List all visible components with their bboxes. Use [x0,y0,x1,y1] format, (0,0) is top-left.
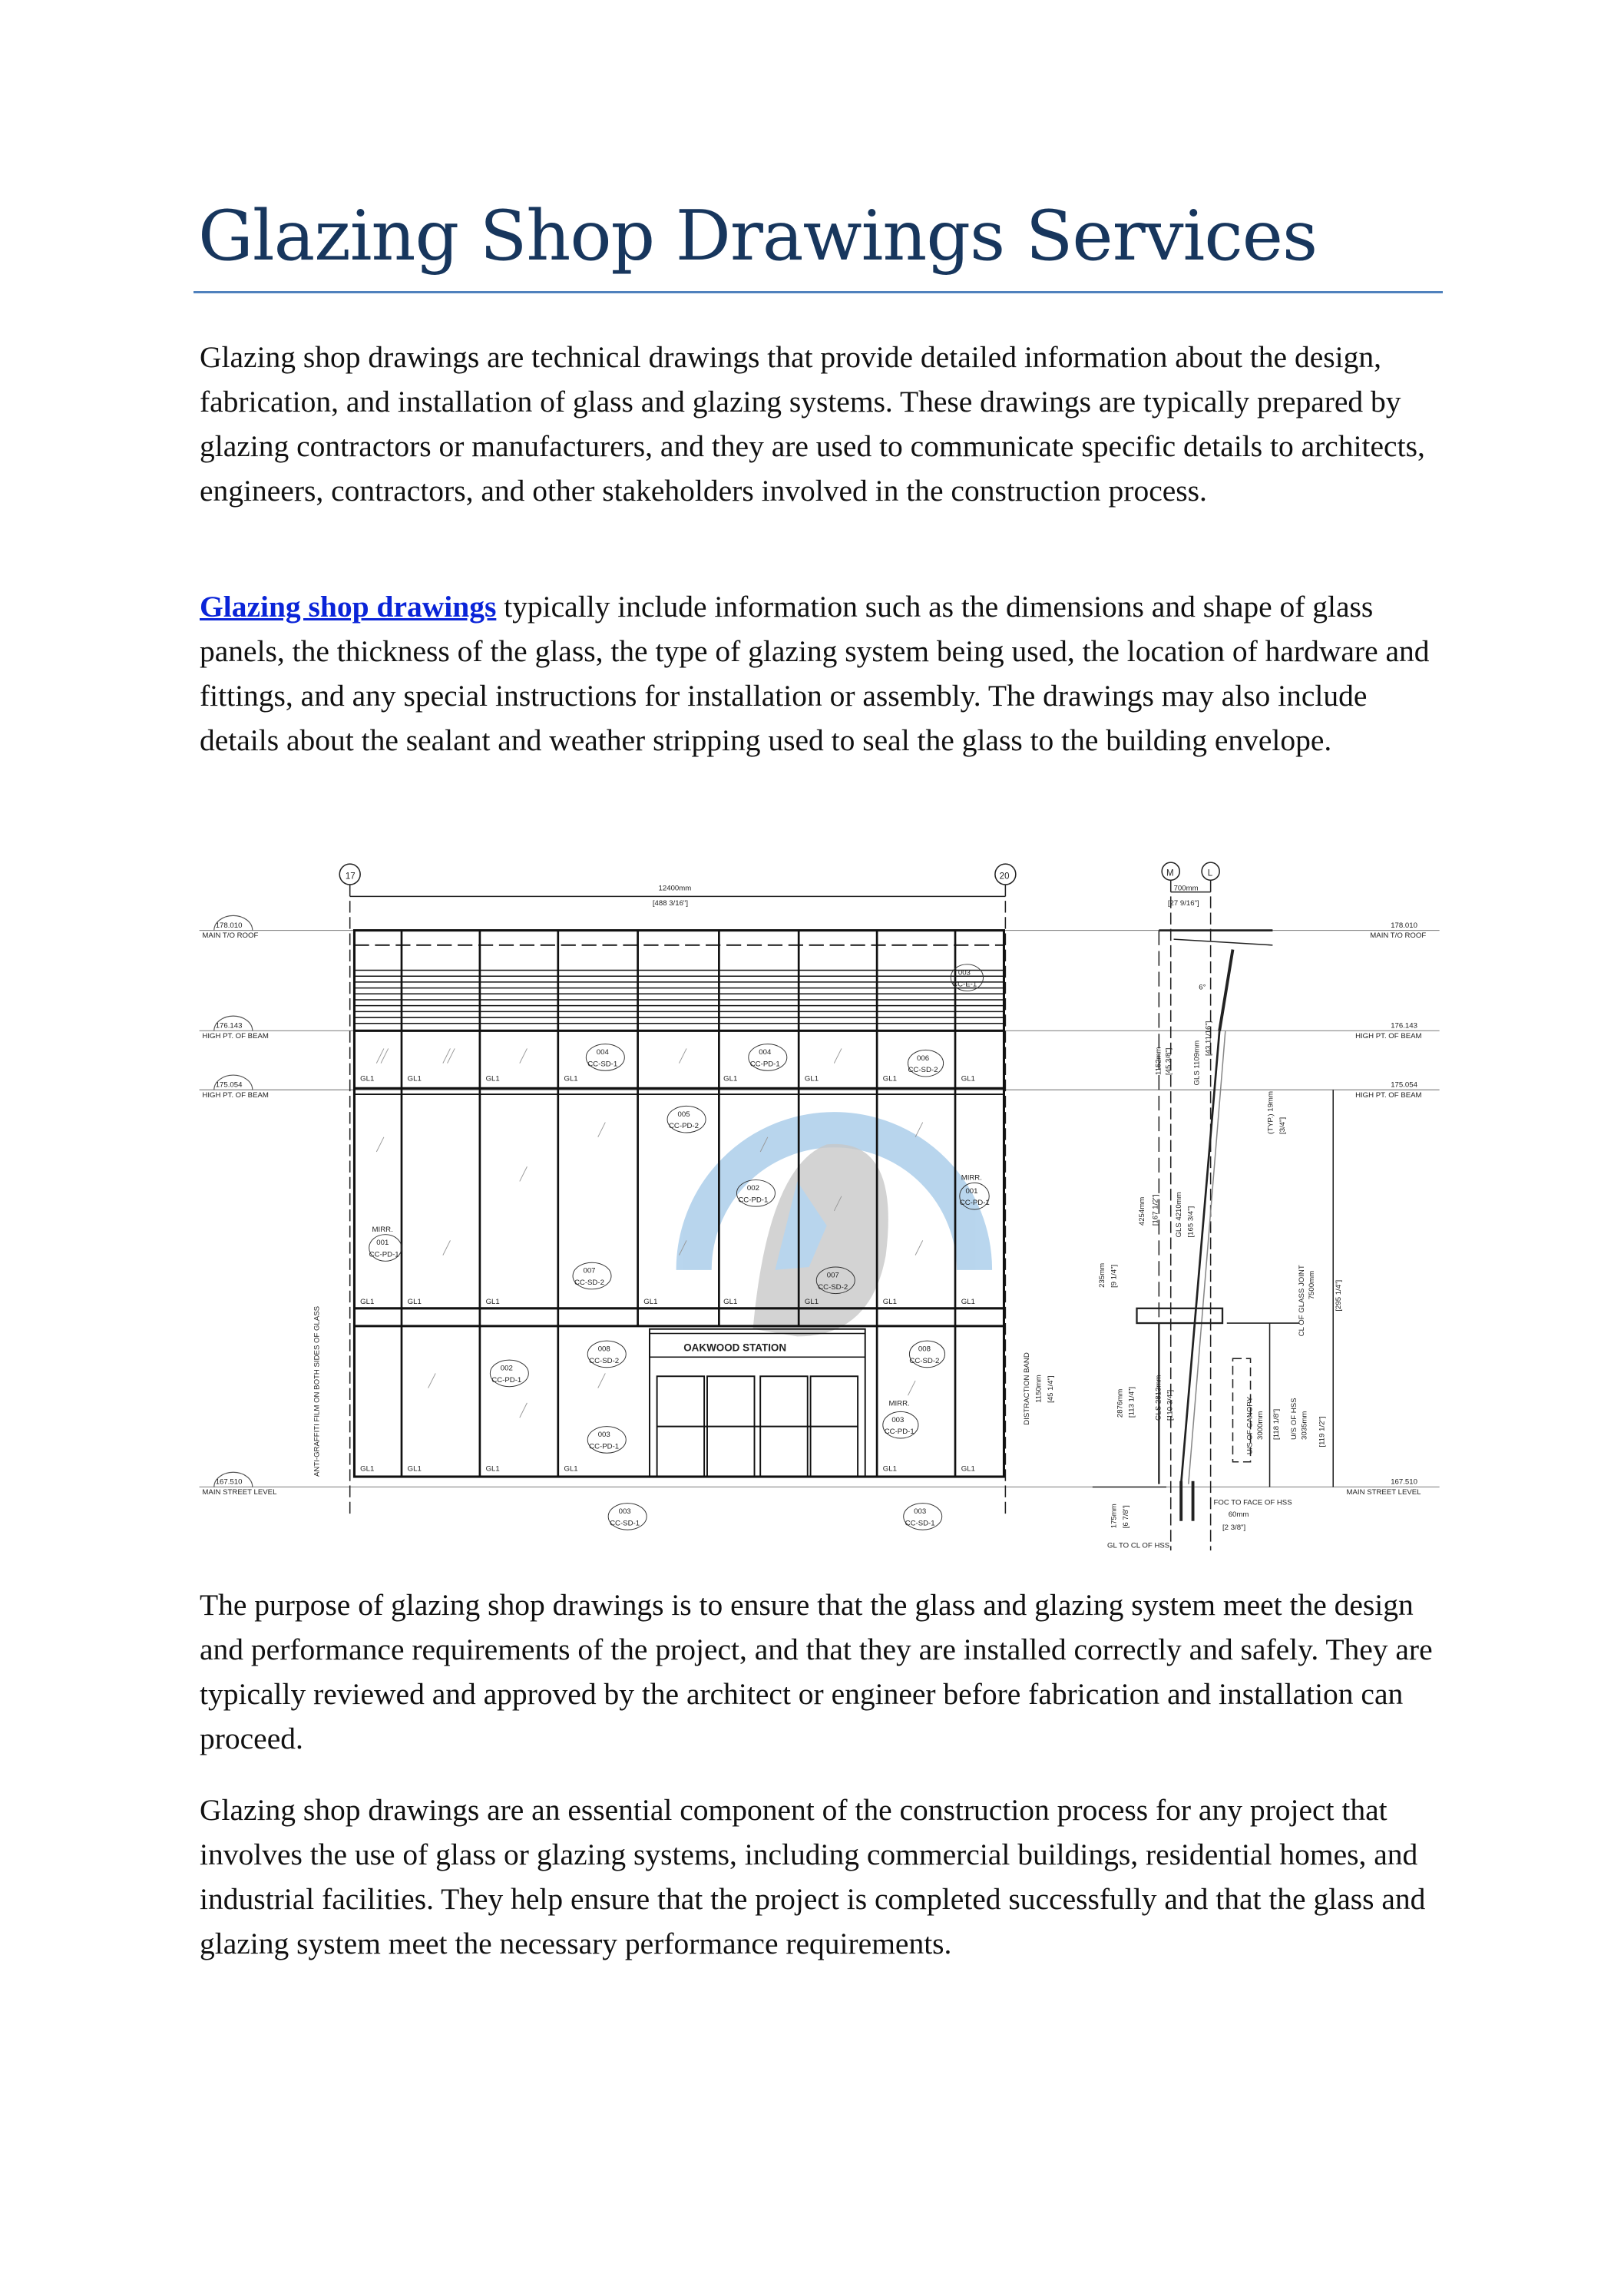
svg-text:CC-SD-2: CC-SD-2 [818,1282,848,1292]
station-sign: OAKWOOD STATION [683,1342,787,1354]
svg-text:GL1: GL1 [961,1298,975,1307]
svg-text:MIRR.: MIRR. [888,1399,910,1408]
svg-text:GL1: GL1 [723,1074,738,1083]
svg-text:GL1: GL1 [643,1298,658,1307]
paragraph-contents [200,584,1451,763]
svg-text:[165 3/4"]: [165 3/4"] [1186,1206,1196,1238]
svg-text:GL1: GL1 [407,1074,422,1083]
svg-text:GL1: GL1 [485,1074,500,1083]
svg-text:GL1: GL1 [882,1074,897,1083]
paragraph-importance: Glazing shop drawings are an essential component of the construction process for any project that involves the use of glass or glazing systems, including commercial buildings, residential homes, and industrial facilities. They help ensure that the project is completed successfully and that the glass and glazing system meet the necessary performance requirements. [200,1793,1426,1960]
svg-text:003: 003 [618,1507,631,1517]
svg-text:MIRR.: MIRR. [372,1225,393,1234]
svg-text:[110 3/4"]: [110 3/4"] [1166,1389,1175,1421]
svg-text:CC-PD-1: CC-PD-1 [959,1199,990,1208]
svg-text:178.010: 178.010 [215,921,243,930]
svg-text:004: 004 [596,1048,609,1057]
svg-text:GL1: GL1 [485,1464,500,1474]
svg-text:2876mm: 2876mm [1116,1388,1125,1418]
svg-text:CC-PD-1: CC-PD-1 [749,1060,780,1069]
svg-text:GL1: GL1 [485,1298,500,1307]
svg-text:005: 005 [677,1110,690,1119]
svg-text:002: 002 [746,1184,759,1193]
svg-text:[295 1/4"]: [295 1/4"] [1334,1279,1343,1312]
svg-text:GL1: GL1 [882,1464,897,1474]
svg-text:007: 007 [583,1266,596,1275]
svg-text:60mm: 60mm [1228,1510,1249,1519]
svg-text:175.054: 175.054 [215,1080,243,1090]
svg-text:4254mm: 4254mm [1138,1196,1147,1226]
glazing-shop-drawings-link[interactable]: Glazing shop drawings [200,590,497,624]
section-width-dim: 700mm [1173,884,1199,893]
section-width-imperial: [27 9/16"] [1167,898,1199,908]
svg-text:003: 003 [914,1507,927,1517]
svg-text:GL1: GL1 [360,1464,375,1474]
svg-text:004: 004 [759,1048,772,1057]
svg-text:[45 3/8"]: [45 3/8"] [1164,1047,1173,1076]
svg-text:007: 007 [826,1271,839,1280]
svg-text:3000mm: 3000mm [1255,1411,1265,1440]
grid-label-l: L [1207,868,1213,878]
svg-text:GL1: GL1 [407,1298,422,1307]
svg-text:008: 008 [597,1345,610,1354]
svg-text:167.510: 167.510 [1391,1477,1417,1487]
svg-text:176.143: 176.143 [215,1021,243,1031]
svg-text:MAIN STREET LEVEL: MAIN STREET LEVEL [202,1488,277,1497]
svg-text:CC-PD-1: CC-PD-1 [884,1428,915,1437]
svg-text:CC-SD-1: CC-SD-1 [587,1060,618,1069]
svg-text:003: 003 [597,1431,610,1440]
svg-text:GL1: GL1 [804,1074,819,1083]
svg-text:MAIN T/O ROOF: MAIN T/O ROOF [1370,931,1427,941]
svg-text:[6 7/8"]: [6 7/8"] [1121,1505,1130,1529]
svg-text:GL1: GL1 [360,1074,375,1083]
svg-text:1152mm: 1152mm [1154,1047,1163,1076]
svg-text:[2 3/8"]: [2 3/8"] [1222,1523,1246,1533]
distraction-band-note: DISTRACTION BAND [1023,1352,1032,1425]
svg-text:175mm: 175mm [1110,1504,1119,1529]
svg-text:CC-PD-1: CC-PD-1 [491,1375,522,1385]
svg-text:MAIN T/O ROOF: MAIN T/O ROOF [202,931,259,941]
svg-text:HIGH PT. OF BEAM: HIGH PT. OF BEAM [202,1090,269,1100]
svg-text:HIGH PT. OF BEAM: HIGH PT. OF BEAM [1355,1090,1422,1100]
svg-text:002: 002 [500,1364,513,1373]
svg-text:176.143: 176.143 [1391,1021,1417,1031]
svg-text:001: 001 [376,1239,389,1248]
svg-text:006: 006 [917,1054,930,1063]
svg-text:[167 1/2"]: [167 1/2"] [1151,1194,1160,1226]
svg-text:[9 1/4"]: [9 1/4"] [1110,1264,1119,1288]
elevation-frame [354,931,1004,1477]
section-dimensions [1098,984,1343,1550]
svg-text:003: 003 [891,1415,905,1424]
svg-text:175.054: 175.054 [1391,1080,1417,1090]
svg-text:[119 1/2"]: [119 1/2"] [1318,1416,1327,1447]
svg-text:CC-PD-2: CC-PD-2 [668,1122,699,1131]
svg-text:GLS 2813mm: GLS 2813mm [1154,1375,1163,1421]
svg-text:7500mm: 7500mm [1308,1270,1317,1300]
svg-text:FOC TO FACE OF HSS: FOC TO FACE OF HSS [1213,1498,1292,1507]
svg-text:CL OF GLASS JOINT: CL OF GLASS JOINT [1297,1265,1306,1337]
svg-text:MAIN STREET LEVEL: MAIN STREET LEVEL [1346,1488,1421,1497]
svg-text:GL1: GL1 [564,1464,578,1474]
level-markers-left [202,915,277,1497]
svg-text:MIRR.: MIRR. [961,1173,982,1183]
svg-text:6°: 6° [1199,983,1206,992]
svg-text:U/S OF CANOPY: U/S OF CANOPY [1245,1396,1255,1455]
svg-text:GL1: GL1 [407,1464,422,1474]
paragraph-contents-text: typically include information such as the dimensions and shape of glass panels, the thickness of the glass, the type of glazing system being used, the location of hardware and fittings, and any special instructions for installation or assembly. The drawings may also include details about the sealant and weather stripping used to seal the glass to the building envelope. [200,590,1430,757]
svg-text:GL1: GL1 [882,1298,897,1307]
svg-text:CC-PD-1: CC-PD-1 [589,1442,620,1451]
tag-number: 003 [958,968,971,978]
grid-label-m: M [1166,868,1174,878]
svg-text:(TYP.) 19mm: (TYP.) 19mm [1266,1091,1275,1134]
svg-text:CC-SD-1: CC-SD-1 [905,1519,935,1528]
svg-text:CC-PD-1: CC-PD-1 [738,1196,769,1205]
svg-text:HIGH PT. OF BEAM: HIGH PT. OF BEAM [1355,1031,1422,1040]
svg-text:GL1: GL1 [804,1298,819,1307]
svg-text:GLS 4210mm: GLS 4210mm [1175,1192,1184,1238]
svg-text:3035mm: 3035mm [1300,1411,1309,1440]
svg-text:GLS 1109mm: GLS 1109mm [1192,1040,1202,1086]
svg-text:GL1: GL1 [564,1074,578,1083]
svg-text:167.510: 167.510 [215,1477,243,1487]
svg-text:U/S OF HSS: U/S OF HSS [1290,1398,1299,1440]
svg-text:001: 001 [965,1186,978,1196]
svg-text:GL1: GL1 [723,1298,738,1307]
svg-text:GL1: GL1 [961,1074,975,1083]
svg-text:[3/4"]: [3/4"] [1278,1117,1287,1134]
svg-text:CC-PD-1: CC-PD-1 [369,1250,399,1259]
paragraph-intro: Glazing shop drawings are technical drawings that provide detailed information about the design, fabrication, and installation of glass and glazing systems. These drawings are typically prepared by glazing contractors or manufacturers, and they are used to communicate specific details to architects, engineers, contractors, and other stakeholders involved in the construction process. [200,340,1425,508]
grid-label-20: 20 [999,872,1010,882]
svg-text:GL1: GL1 [961,1464,975,1474]
svg-text:[113 1/4"]: [113 1/4"] [1127,1386,1136,1418]
page-title: Glazing Shop Drawings Services [198,196,1318,276]
level-markers-right [1347,921,1427,1497]
paragraph-purpose: The purpose of glazing shop drawings is to ensure that the glass and glazing system meet the design and performance requirements of the project, and that they are installed correctly and safely. They are typically reviewed and approved by the architect or engineer before fabrication and installation can proceed. [200,1588,1433,1755]
grid-label-17: 17 [345,872,356,882]
svg-text:CC-SD-1: CC-SD-1 [610,1519,640,1528]
svg-text:GL1: GL1 [360,1298,375,1307]
svg-text:178.010: 178.010 [1391,921,1417,930]
svg-text:CC-SD-2: CC-SD-2 [909,1356,940,1365]
svg-text:CC-SD-2: CC-SD-2 [908,1066,938,1075]
svg-text:[118 1/8"]: [118 1/8"] [1272,1408,1282,1440]
svg-text:CC-SD-2: CC-SD-2 [574,1279,604,1288]
svg-text:HIGH PT. OF BEAM: HIGH PT. OF BEAM [202,1031,269,1040]
svg-text:[45 1/4"]: [45 1/4"] [1046,1375,1055,1403]
svg-text:008: 008 [918,1345,931,1354]
svg-text:[43 11/16"]: [43 11/16"] [1204,1021,1213,1057]
svg-text:CC-SD-2: CC-SD-2 [589,1356,620,1365]
svg-text:GL TO CL OF HSS: GL TO CL OF HSS [1107,1541,1170,1550]
overall-width-imperial: [488 3/16"] [652,898,689,908]
glazing-shop-drawing-image [0,845,1624,1574]
tag-code: CC-E-1 [952,980,977,989]
title-underline [193,291,1443,293]
svg-text:235mm: 235mm [1098,1262,1107,1288]
overall-width-dim: 12400mm [658,884,692,893]
svg-text:1150mm: 1150mm [1034,1375,1044,1403]
anti-graffiti-note: ANTI-GRAFFITI FILM ON BOTH SIDES OF GLASS [313,1305,322,1477]
